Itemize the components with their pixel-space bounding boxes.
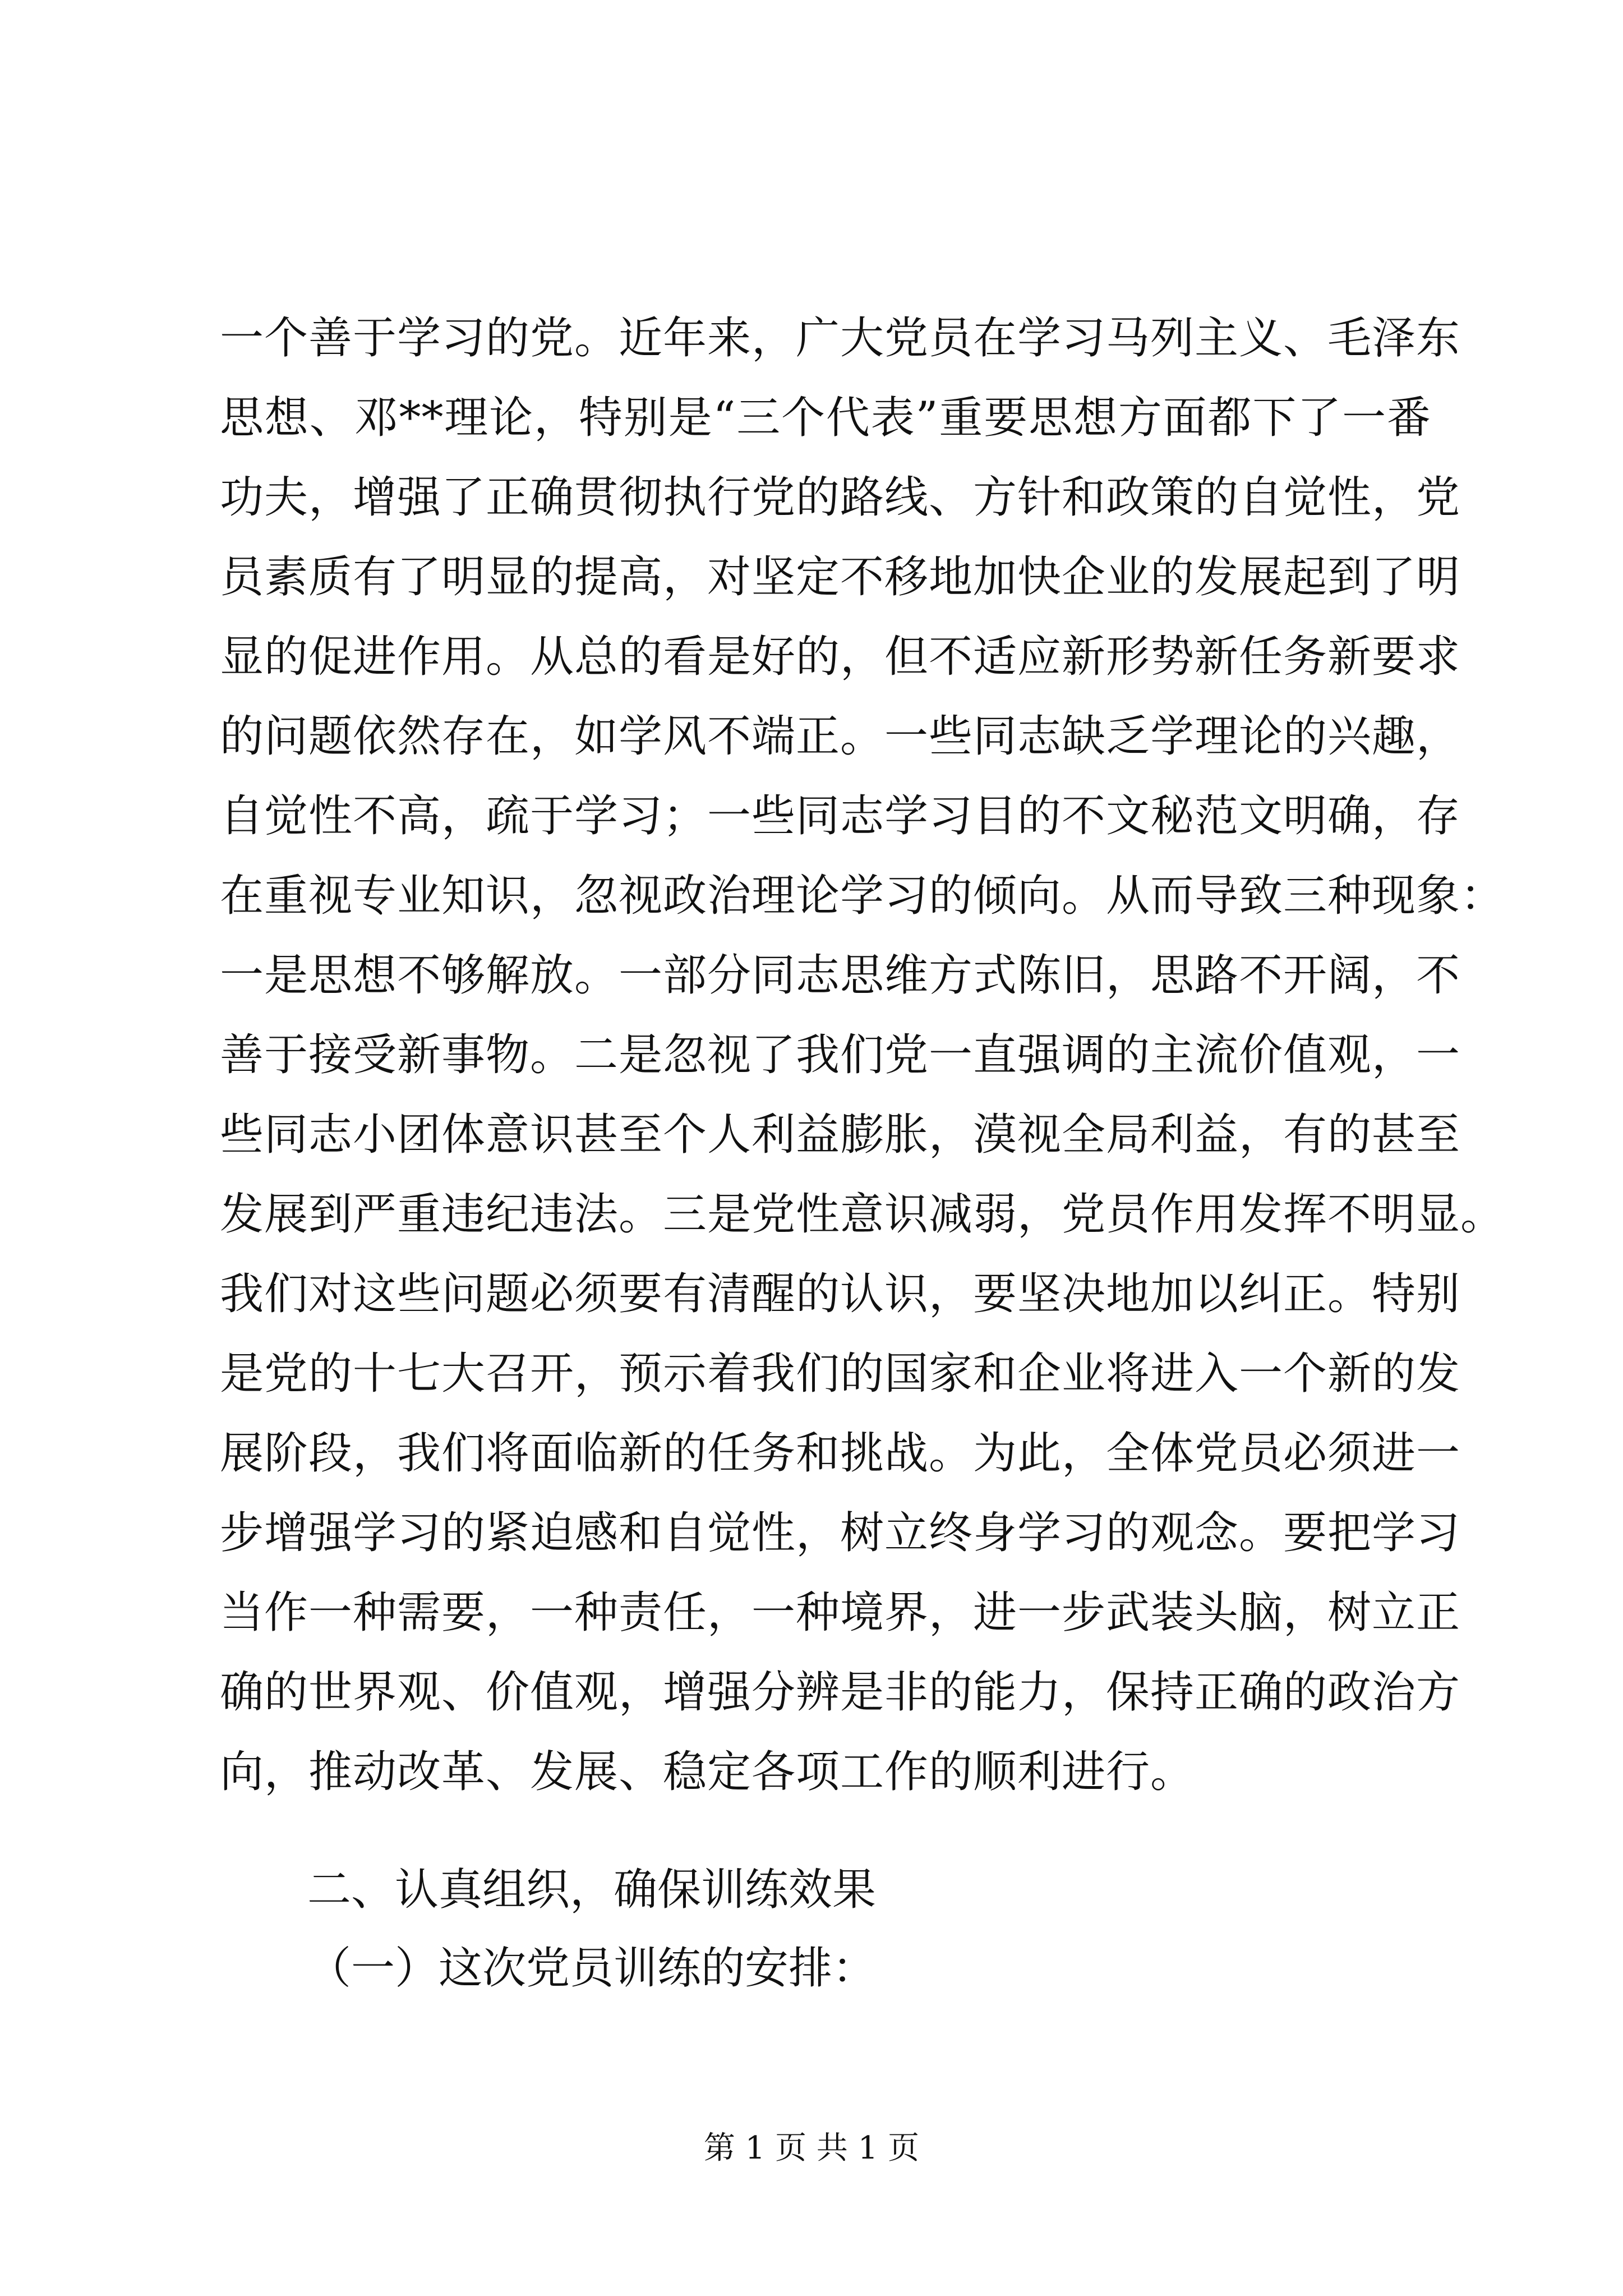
page-footer: 第 1 页 共 1 页 xyxy=(703,2130,920,2166)
paragraph-line: 自觉性不高，疏于学习；一些同志学习目的不文秘范文明确，存 xyxy=(220,791,1461,841)
paragraph-line: 的问题依然存在，如学风不端正。一些同志缺乏学理论的兴趣， xyxy=(220,711,1461,762)
paragraph-line: 善于接受新事物。二是忽视了我们党一直强调的主流价值观，一 xyxy=(220,1030,1461,1080)
paragraph-line: 确的世界观、价值观，增强分辨是非的能力，保持正确的政治方 xyxy=(220,1667,1461,1718)
paragraph-line: 是党的十七大召开，预示着我们的国家和企业将进入一个新的发 xyxy=(220,1349,1461,1399)
body-paragraph xyxy=(220,298,1505,1812)
paragraph-line: 展阶段，我们将面临新的任务和挑战。为此，全体党员必须进一 xyxy=(220,1428,1461,1479)
paragraph-line: 在重视专业知识，忽视政治理论学习的倾向。从而导致三种现象： xyxy=(220,871,1505,921)
subsection-heading: （一）这次党员训练的安排： xyxy=(307,1943,877,1994)
paragraph-line: 显的促进作用。从总的看是好的，但不适应新形势新任务新要求 xyxy=(220,632,1461,682)
paragraph-line: 步增强学习的紧迫感和自觉性，树立终身学习的观念。要把学习 xyxy=(220,1508,1461,1558)
section-heading: 二、认真组织，确保训练效果 xyxy=(307,1865,877,1915)
paragraph-line: 员素质有了明显的提高，对坚定不移地加快企业的发展起到了明 xyxy=(220,552,1461,602)
paragraph-line: 发展到严重违纪违法。三是党性意识减弱，党员作用发挥不明显。 xyxy=(220,1189,1505,1240)
paragraph-line: 一个善于学习的党。近年来，广大党员在学习马列主义、毛泽东 xyxy=(220,313,1461,364)
paragraph-line: 一是思想不够解放。一部分同志思维方式陈旧，思路不开阔，不 xyxy=(220,950,1461,1001)
paragraph-line: 当作一种需要，一种责任，一种境界，进一步武装头脑，树立正 xyxy=(220,1588,1461,1638)
paragraph-line: 些同志小团体意识甚至个人利益膨胀，漠视全局利益，有的甚至 xyxy=(220,1110,1461,1160)
paragraph-line: 功夫，增强了正确贯彻执行党的路线、方针和政策的自觉性，党 xyxy=(220,472,1461,523)
paragraph-line: 我们对这些问题必须要有清醒的认识，要坚决地加以纠正。特别 xyxy=(220,1269,1461,1319)
paragraph-line: 思想、邓**理论，特别是“三个代表”重要思想方面都下了一番 xyxy=(220,393,1431,443)
paragraph-line: 向，推动改革、发展、稳定各项工作的顺利进行。 xyxy=(220,1747,1195,1797)
